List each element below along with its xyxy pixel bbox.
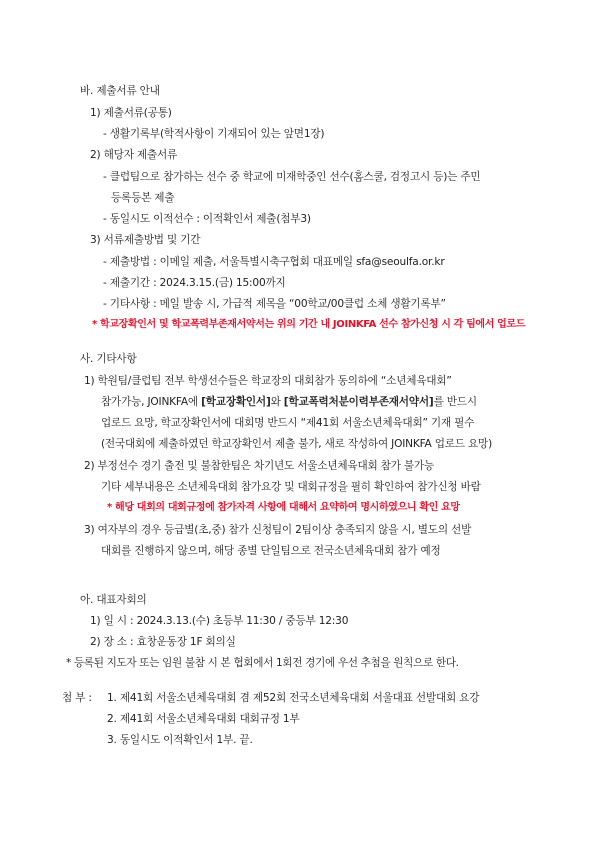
submission-period: - 제출기간 : 2024.3.15.(금) 15:00까지 xyxy=(103,277,286,289)
etc-item1-line4: (전국대회에 제출하였던 학교장확인서 제출 불가, 새로 작성하여 JOINKFA 업로드 요망) xyxy=(101,438,493,450)
meeting-notice: * 등록된 지도자 또는 임원 불참 시 본 협회에서 1회전 경기에 우선 추첨을 원칙으로 한다. xyxy=(66,657,459,669)
etc-item2-line2: 기타 세부내용은 소년체육대회 참가요강 및 대회규정을 필히 확인하여 참가신청 바람 xyxy=(101,481,481,493)
section-a-heading: 아. 대표자회의 xyxy=(80,594,147,606)
etc-item1-line2-post: 를 반드시 xyxy=(433,396,477,408)
applicable-docs-title: 2) 해당자 제출서류 xyxy=(90,149,178,161)
submission-misc: - 기타사항 : 메일 발송 시, 가급적 제목을 “00학교/00클럽 소체 생활기록부” xyxy=(103,298,446,310)
applicable-docs-item1: - 클럽팀으로 참가하는 선수 중 학교에 미재학중인 선수(홈스쿨, 검정고시 등)는 주민 xyxy=(103,171,481,183)
etc-item1-line2-mid: 와 xyxy=(270,396,284,408)
attachment-item3: 3. 동일시도 이적확인서 1부. 끝. xyxy=(107,734,253,746)
etc-item2-line1: 2) 부정선수 경기 출전 및 불참한팀은 차기년도 서울소년체육대회 참가 불가능 xyxy=(84,460,435,472)
etc-item1-line1: 1) 학원팀/클럽팀 전부 학생선수들은 학교장의 대회참가 동의하에 “소년체육대회” xyxy=(84,375,452,387)
etc-item1-line2-pre: 참가가능, JOINKFA에 xyxy=(101,396,202,408)
submission-method-title: 3) 서류제출방법 및 기간 xyxy=(90,234,201,246)
attachment-item2: 2. 제41회 서울소년체육대회 대회규정 1부 xyxy=(107,713,300,725)
etc-item3-line1: 3) 여자부의 경우 등급별(초,중) 참가 신청팀이 2팀이상 충족되지 않을 시, 별도의 선발 xyxy=(84,524,472,536)
meeting-date: 1) 일 시 : 2024.3.13.(수) 초등부 11:30 / 중등부 12:30 xyxy=(90,615,349,627)
etc-item1-line3: 업로드 요망, 학교장확인서에 대회명 반드시 “제41회 서울소년체육대회” 기재 필수 xyxy=(101,417,475,429)
violence-pledge-term: [학교폭력처분이력부존재서약서] xyxy=(283,396,434,408)
regulation-notice: * 해당 대회의 대회규정에 참가자격 사항에 대해서 요약하여 명시하였으니 확인 요망 xyxy=(107,502,460,513)
attachment-item1: 1. 제41회 서울소년체육대회 겸 제52회 전국소년체육대회 서울대표 선발대회 요강 xyxy=(107,692,480,704)
attachments-label: 첨 부 : xyxy=(62,692,92,704)
common-docs-title: 1) 제출서류(공통) xyxy=(90,107,172,119)
common-docs-item: - 생활기록부(학적사항이 기재되어 있는 앞면1장) xyxy=(103,128,325,140)
upload-notice: * 학교장확인서 및 학교폭력부존재서약서는 위의 기간 내 JOINKFA 선수 참가신청 시 각 팀에서 업로드 xyxy=(92,319,526,330)
principal-confirmation-term: [학교장확인서] xyxy=(201,396,271,408)
section-sa-heading: 사. 기타사항 xyxy=(80,353,137,365)
etc-item3-line2: 대회를 진행하지 않으며, 해당 종별 단일팀으로 전국소년체육대회 참가 예정 xyxy=(101,545,441,557)
etc-item1-line2 xyxy=(101,395,477,409)
submission-way: - 제출방법 : 이메일 제출, 서울특별시축구협회 대표메일 sfa@seoulfa.or.kr xyxy=(103,256,445,268)
section-ba-heading: 바. 제출서류 안내 xyxy=(80,85,160,97)
applicable-docs-item1-cont: 등록등본 제출 xyxy=(111,192,175,204)
applicable-docs-item2: - 동일시도 이적선수 : 이적확인서 제출(첨부3) xyxy=(103,213,311,225)
meeting-place: 2) 장 소 : 효창운동장 1F 회의실 xyxy=(90,636,236,648)
